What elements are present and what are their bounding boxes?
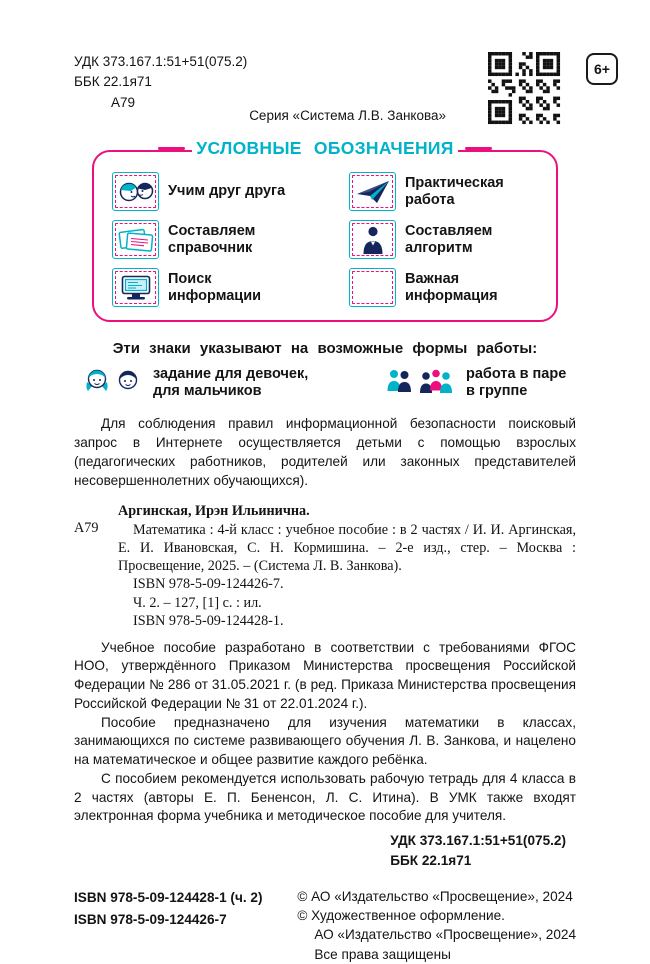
title-dash-right xyxy=(458,147,499,151)
classification-block xyxy=(74,52,247,113)
header xyxy=(0,0,650,124)
bib-part: Ч. 2. – 127, [1] с. : ил. xyxy=(133,594,262,611)
author-sign: А79 xyxy=(111,94,136,110)
safety-note: Для соблюдения правил информационной безопасности поисковый запрос в Интернете осуществляется детьми с помощью взрослых (педагогических работников, родителей или законных представителей несовершеннолетних обучающихся). xyxy=(74,416,576,489)
annotation-paragraph-2: Пособие предназначено для изучения математики в классах, занимающихся по системе развивающего обучения Л. В. Занкова, и нацелено на математическое и общее развитие каждого ребёнка. xyxy=(74,714,576,768)
bib-entry: Математика : 4-й класс : учебное пособие : в 2 частях / И. И. Аргинская, Е. И. Ивановская, С. Н. Кормишина. – 2-е изд., стер. – Москва : Просвещение, 2025. – (Система Л. В. Занкова). xyxy=(118,521,576,574)
forms-row xyxy=(0,357,650,399)
footer xyxy=(74,887,576,964)
isbn-line-full: ISBN 978-5-09-124426-7 xyxy=(74,912,227,928)
forms-pair-group-label: работа в паре в группе xyxy=(466,366,567,399)
notebook-pages-icon xyxy=(112,220,159,259)
forms-girls-boys-label: задание для девочек, для мальчиков xyxy=(153,366,309,399)
header-right xyxy=(488,52,618,124)
paper-plane-icon xyxy=(349,172,396,211)
annotation-paragraph-1: Учебное пособие разработано в соответствии с требованиями ФГОС НОО, утверждённого Приказом Министерства просвещения Российской Федерации № 286 от 31.05.2021 г. (в ред. Приказа Министерства просвещения Российской Федерации № 31 от 22.01.2024 г.). xyxy=(74,639,576,711)
pair-icon xyxy=(385,367,413,398)
legend-grid xyxy=(112,172,550,307)
dash-icon xyxy=(465,147,492,151)
annotation xyxy=(74,639,576,827)
girl-face-icon xyxy=(84,366,110,399)
bib-body xyxy=(118,502,576,630)
legend-item-label: Составляем алгоритм xyxy=(405,223,493,256)
boy-face-icon xyxy=(115,366,141,399)
copyright-line-1: © АО «Издательство «Просвещение», 2024 xyxy=(297,888,573,904)
udk-code-footer: УДК 373.167.1:51+51(075.2) xyxy=(390,833,566,849)
forms-pair-group xyxy=(385,366,572,399)
two-faces-icon xyxy=(112,172,159,211)
group-icon xyxy=(418,366,454,399)
series-title: Серия «Система Л.В. Занкова» xyxy=(249,108,447,123)
classification-footer xyxy=(390,831,566,872)
copyright-line-2: © Художественное оформление. xyxy=(297,908,505,924)
legend-item-make-algorithm xyxy=(349,220,550,259)
annotation-paragraph-3: С пособием рекомендуется использовать рабочую тетрадь для 4 класса в 2 частях (авторы Е. П. Бененсон, Л. С. Итина). В УМК также входят электронная форма учебника и методическое пособие для учителя. xyxy=(74,770,576,824)
person-icon xyxy=(349,220,396,259)
legend-item-practical-work xyxy=(349,172,550,211)
legend-item-label: Важная информация xyxy=(405,271,498,304)
legend-item-label: Учим друг друга xyxy=(168,183,286,200)
bibliographic-record xyxy=(74,502,576,630)
bib-isbn-part: ISBN 978-5-09-124428-1. xyxy=(133,613,284,630)
isbn-block xyxy=(74,887,262,932)
copyright-line-4: Все права защищены xyxy=(314,946,451,962)
forms-girls-boys xyxy=(84,366,335,399)
copyright-line-3: АО «Издательство «Просвещение», 2024 xyxy=(314,927,576,943)
legend-item-label: Составляем справочник xyxy=(168,223,256,256)
legend-item-make-reference xyxy=(112,220,349,259)
copyright-block xyxy=(297,887,576,964)
forms-intro: Эти знаки указывают на возможные формы работы: xyxy=(112,340,538,357)
legend-box xyxy=(92,138,558,322)
legend-title-text: УСЛОВНЫЕ ОБОЗНАЧЕНИЯ xyxy=(192,138,457,159)
udk-code: УДК 373.167.1:51+51(075.2) xyxy=(74,54,248,69)
legend-item-teach-each-other xyxy=(112,172,349,211)
bib-author: Аргинская, Ирэн Ильинична. xyxy=(118,503,310,520)
legend-item-label: Практическая работа xyxy=(405,175,504,208)
legend-item-search-info xyxy=(112,268,349,307)
empty-frame-icon xyxy=(349,268,396,307)
legend-title xyxy=(94,138,556,159)
dash-icon xyxy=(158,147,185,151)
bib-isbn-full: ISBN 978-5-09-124426-7. xyxy=(133,576,284,593)
isbn-line-part: ISBN 978-5-09-124428-1 (ч. 2) xyxy=(74,889,263,905)
qr-code-icon xyxy=(488,52,560,124)
author-sign: А79 xyxy=(74,520,99,537)
bbk-code: ББК 22.1я71 xyxy=(74,74,152,90)
computer-icon xyxy=(112,268,159,307)
bbk-code-footer: ББК 22.1я71 xyxy=(390,853,472,869)
legend-item-important-info xyxy=(349,268,550,307)
age-restriction-badge: 6+ xyxy=(586,53,618,85)
legend-item-label: Поиск информации xyxy=(168,271,262,304)
title-dash-left xyxy=(151,147,192,151)
